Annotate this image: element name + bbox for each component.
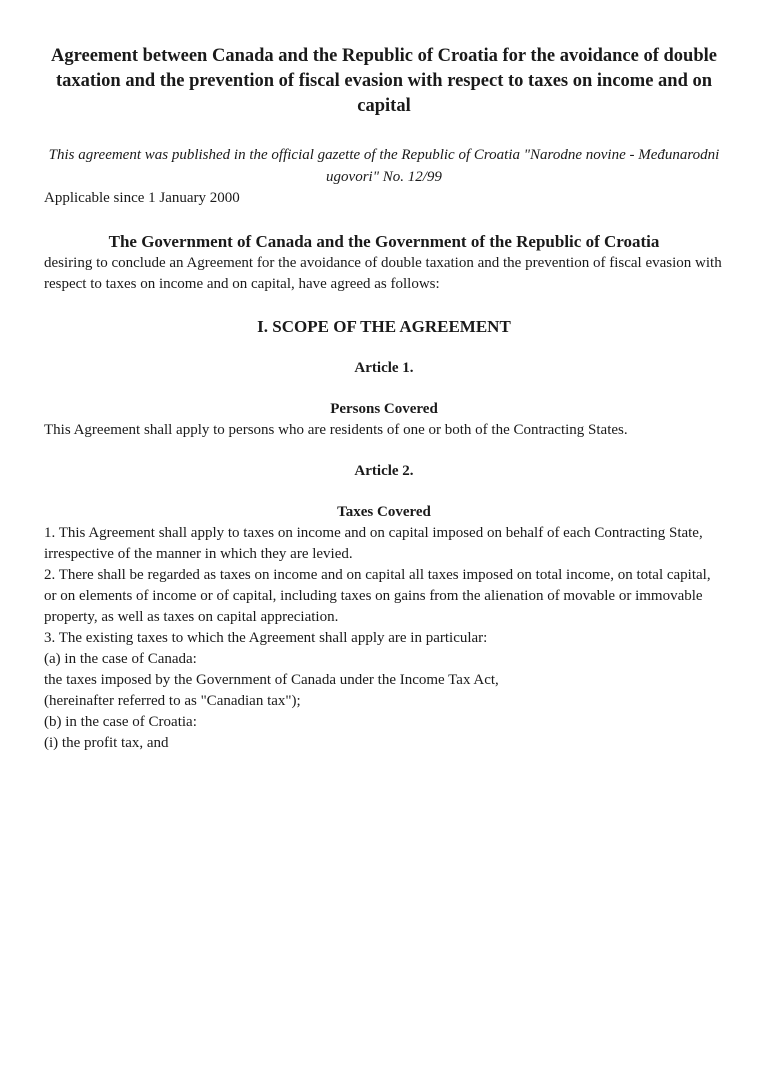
- article-1-title: Persons Covered: [330, 401, 438, 417]
- article-2-title: Taxes Covered: [337, 504, 431, 520]
- parties-heading: The Government of Canada and the Government of the Republic of Croatia: [108, 232, 660, 251]
- article-2-paragraph: (a) in the case of Canada:: [44, 651, 197, 667]
- part-heading: I. SCOPE OF THE AGREEMENT: [257, 317, 511, 336]
- article-1-text: This Agreement shall apply to persons who are residents of one or both of the Contracting States.: [44, 422, 628, 438]
- publication-note: This agreement was published in the official gazette of the Republic of Croatia "Narodne novine - Međunarodni ugovori" No. 12/99: [48, 147, 720, 185]
- preamble: desiring to conclude an Agreement for the avoidance of double taxation and the prevention of fiscal evasion with respect to taxes on income and on capital, have agreed as follows:: [44, 255, 722, 292]
- article-2-paragraph: 1. This Agreement shall apply to taxes on income and on capital imposed on behalf of each Contracting State, irrespective of the manner in which they are levied.: [44, 525, 703, 562]
- article-2-paragraph: the taxes imposed by the Government of Canada under the Income Tax Act,: [44, 672, 499, 688]
- article-2-paragraph: (hereinafter referred to as "Canadian tax");: [44, 693, 301, 709]
- article-2-number: Article 2.: [354, 463, 414, 479]
- article-2-paragraph: 3. The existing taxes to which the Agreement shall apply are in particular:: [44, 630, 488, 646]
- document-title: Agreement between Canada and the Republic of Croatia for the avoidance of double taxation and the prevention of fiscal evasion with respect to taxes on income and on capital: [51, 46, 717, 116]
- article-2-paragraph: (i) the profit tax, and: [44, 735, 169, 751]
- applicable-date: Applicable since 1 January 2000: [44, 190, 240, 206]
- article-1-number: Article 1.: [354, 360, 414, 376]
- article-2-paragraph: (b) in the case of Croatia:: [44, 714, 197, 730]
- document-page: [0, 44, 768, 1068]
- article-2-paragraph: 2. There shall be regarded as taxes on income and on capital all taxes imposed on total income, on total capital, or on elements of income or of capital, including taxes on gains from the alienation of movable or immovable property, as well as taxes on capital appreciation.: [44, 567, 711, 625]
